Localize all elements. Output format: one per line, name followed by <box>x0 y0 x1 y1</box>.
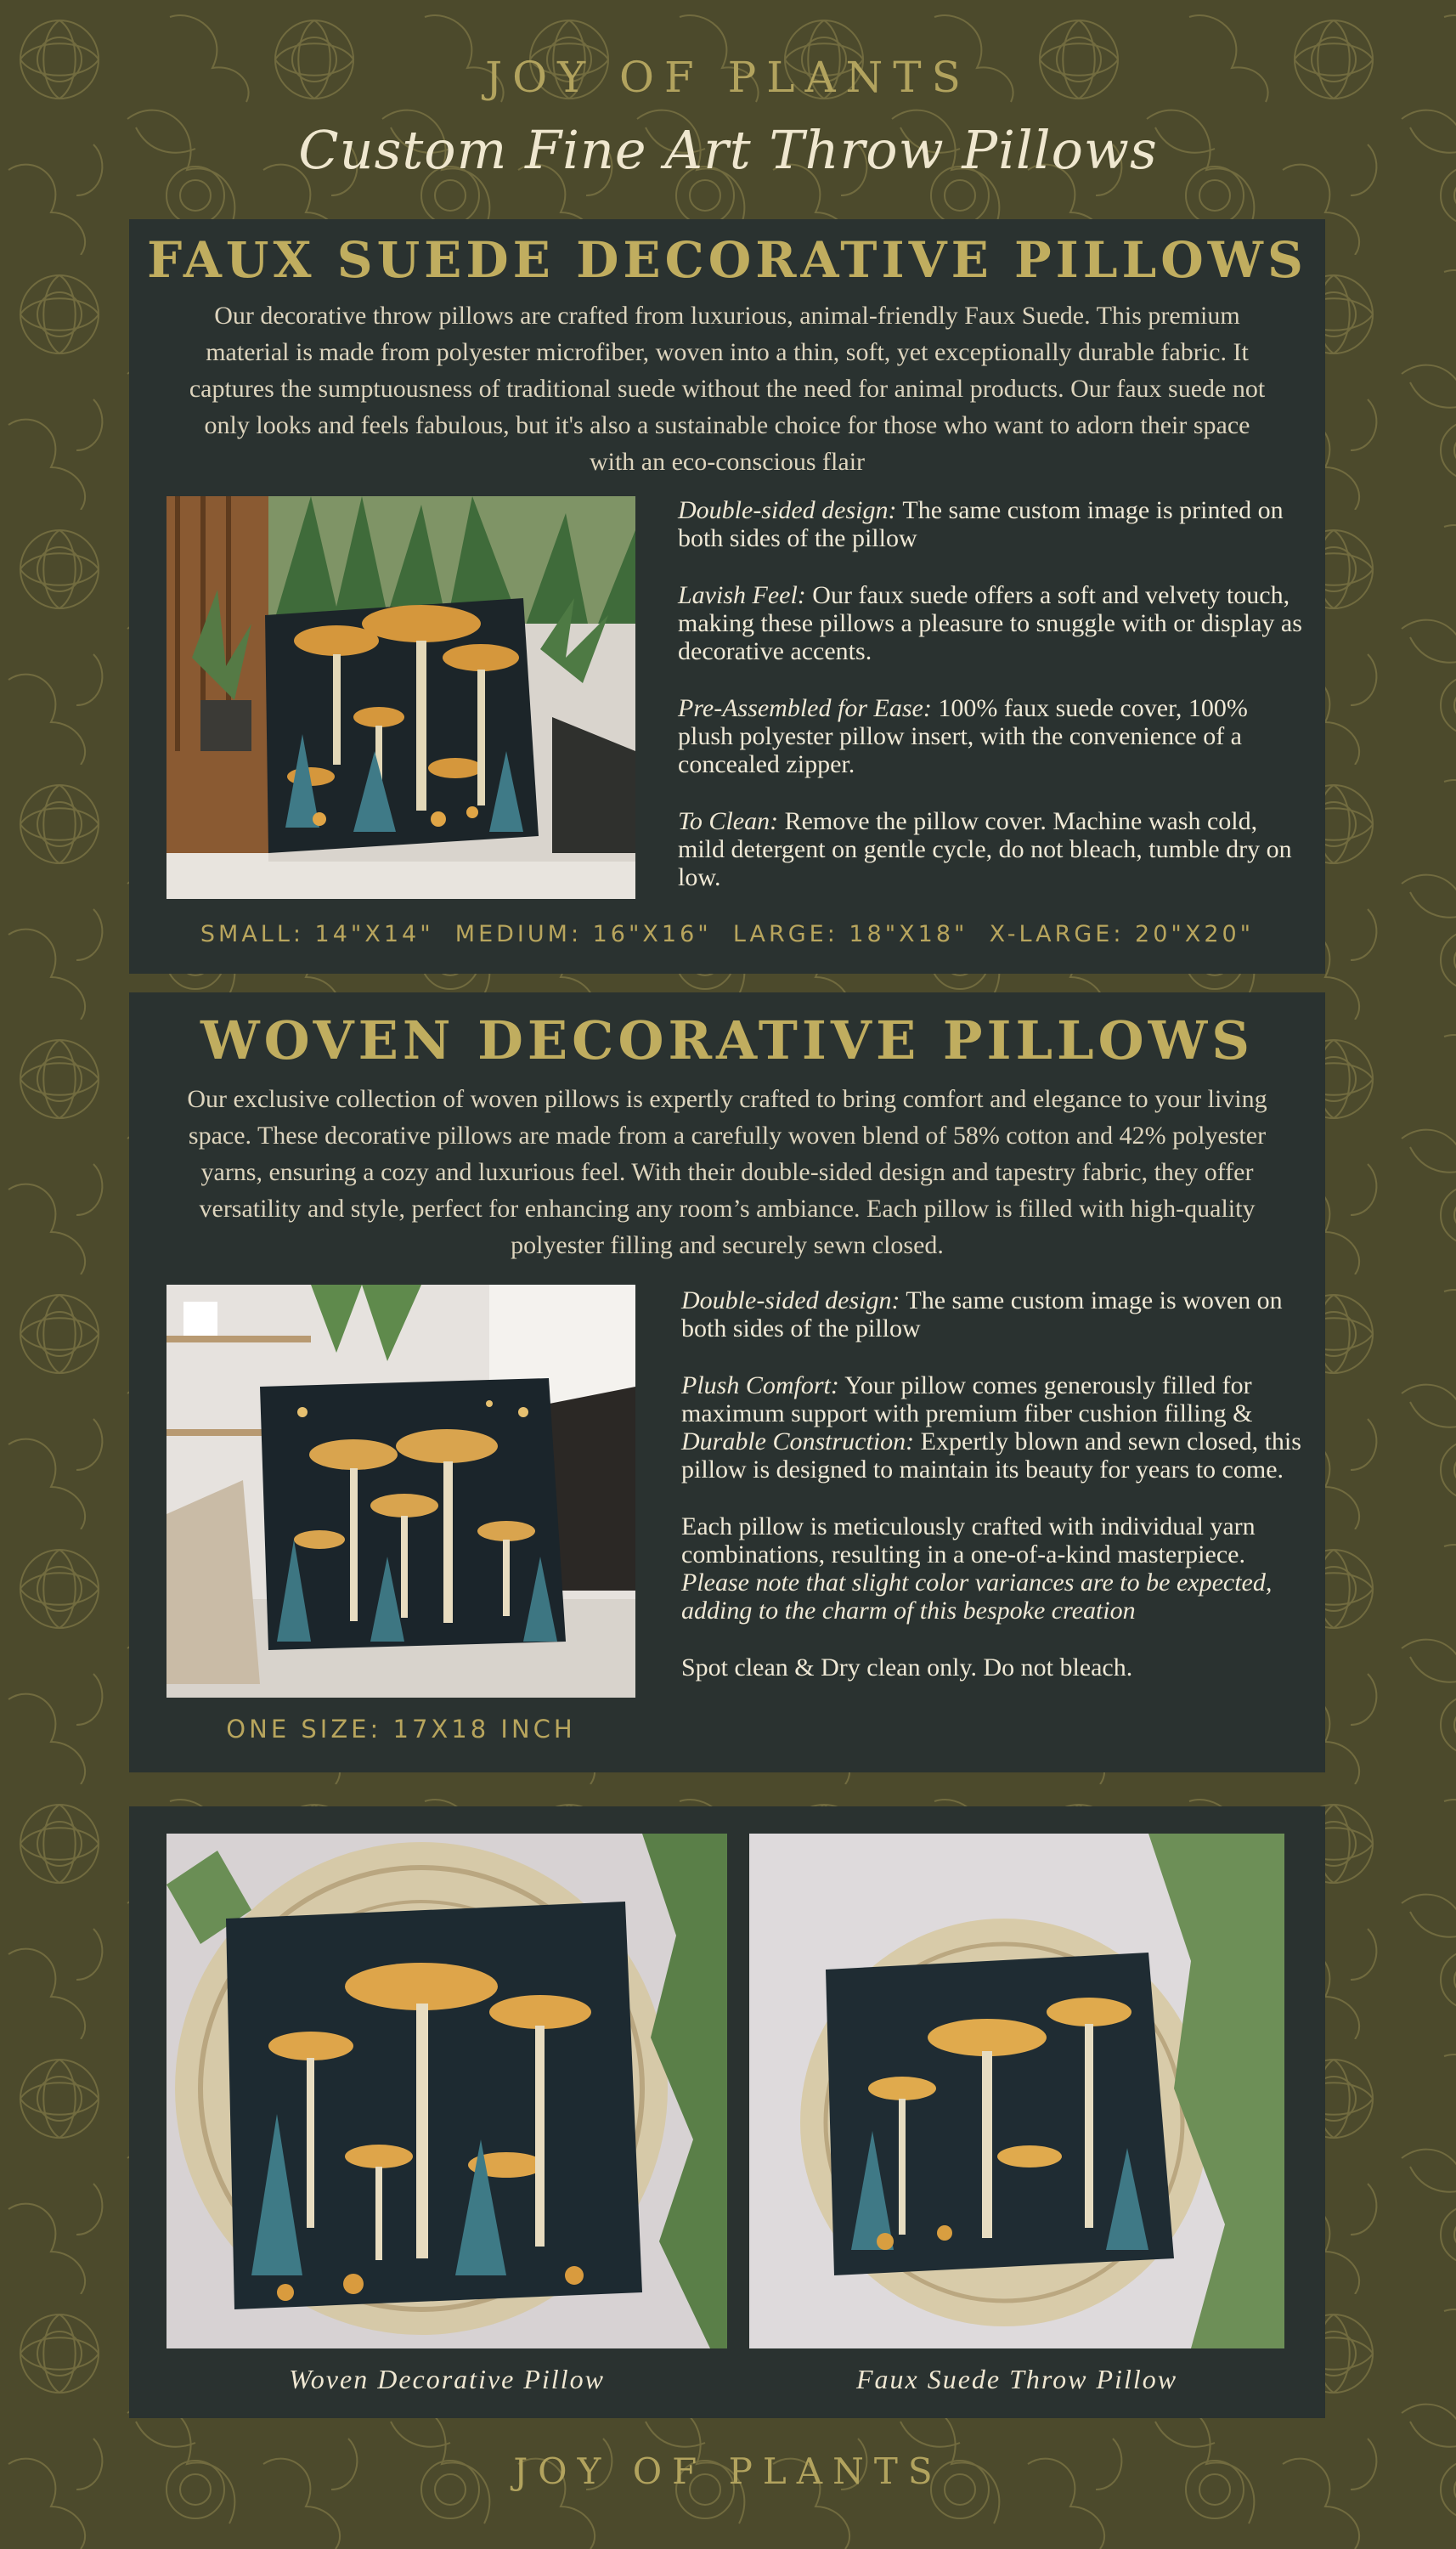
suede-caption: Faux Suede Throw Pillow <box>855 2364 1178 2394</box>
suede-intro: Our decorative throw pillows are crafted from luxurious, animal-friendly Faux Suede. This premium material is made from polyester microfiber, woven into a thin, soft, yet exceptionally durable fabric. It captures the sumptuousness of traditional suede without the need for animal products. Our faux suede not only looks and feels fabulous, but it's also a sustainable choice for those who want to adorn their space with an eco-conscious flair <box>189 302 1266 476</box>
woven-panel <box>129 992 1325 1772</box>
suede-sizes: SMALL: 14"X14" MEDIUM: 16"X16" LARGE: 18"X18" X-LARGE: 20"X20" <box>200 921 1255 947</box>
brand-title: JOY OF PLANTS <box>485 53 971 102</box>
woven-caption: Woven Decorative Pillow <box>289 2364 605 2394</box>
suede-gallery-photo <box>749 1834 1284 2348</box>
feature-woven-double-sided: Double-sided design: The same custom image is woven on both sides of the pillow <box>681 1286 1283 1342</box>
feature-unique-craft: Each pillow is meticulously crafted with individual yarn combinations, resulting in a one-of-a-kind masterpiece. Please note that slight color variances are to be expected, adding to the charm of this bespoke creation <box>681 1512 1273 1625</box>
woven-intro: Our exclusive collection of woven pillows is expertly crafted to bring comfort and elegance to your living space. These decorative pillows are made from a carefully woven blend of 58% cotton and 42% polyester yarns, ensuring a cozy and luxurious feel. With their double-sided design and tapestry fabric, they offer versatility and style, perfect for enhancing any room’s ambiance. Each pillow is filled with high-quality polyester filling and securely sewn closed. <box>187 1085 1267 1259</box>
feature-plush-comfort: Plush Comfort: Your pillow comes generously filled for maximum support with premium fiber cushion filling & Durable Construction: Expertly blown and sewn closed, this pillow is designed to maintain its beauty for years to come. <box>681 1371 1301 1484</box>
gallery-panel <box>129 1806 1325 2418</box>
feature-care: Spot clean & Dry clean only. Do not bleach. <box>681 1653 1133 1681</box>
tagline: Custom Fine Art Throw Pillows <box>298 119 1158 181</box>
woven-title: WOVEN DECORATIVE PILLOWS <box>200 1009 1255 1071</box>
suede-title: FAUX SUEDE DECORATIVE PILLOWS <box>147 231 1307 289</box>
feature-to-clean: To Clean: Remove the pillow cover. Machine wash cold, mild detergent on gentle cycle, do not bleach, tumble dry on low. <box>678 807 1292 891</box>
suede-pillow-photo <box>166 496 635 899</box>
feature-pre-assembled: Pre-Assembled for Ease: 100% faux suede cover, 100% plush polyester pillow insert, with the convenience of a concealed zipper. <box>678 694 1248 778</box>
woven-size: ONE SIZE: 17X18 INCH <box>226 1715 576 1744</box>
footer-brand: JOY OF PLANTS <box>513 2450 943 2492</box>
suede-panel <box>129 219 1325 974</box>
woven-features <box>681 1286 1310 1710</box>
feature-lavish-feel: Lavish Feel: Our faux suede offers a soft and velvety touch, making these pillows a pleasure to snuggle with or display as decorative accents. <box>678 581 1302 665</box>
woven-gallery-photo <box>166 1834 727 2348</box>
woven-pillow-photo <box>166 1285 635 1698</box>
suede-features <box>678 496 1306 920</box>
feature-double-sided: Double-sided design: The same custom image is printed on both sides of the pillow <box>678 496 1284 552</box>
